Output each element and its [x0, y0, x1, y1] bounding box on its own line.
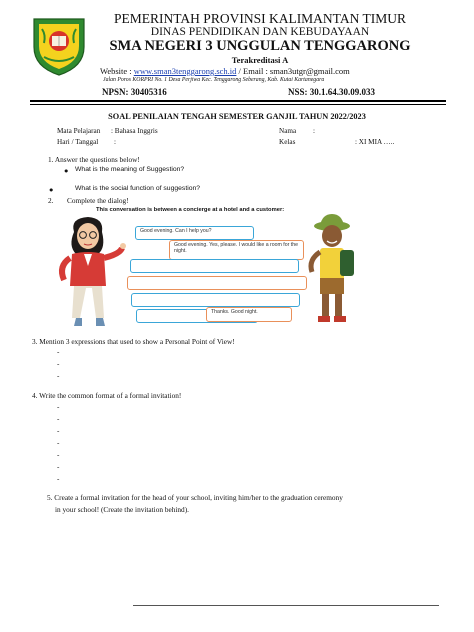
header-province: PEMERINTAH PROVINSI KALIMANTAN TIMUR: [114, 11, 406, 26]
website-label: Website :: [100, 66, 132, 76]
header-department: DINAS PENDIDIKAN DAN KEBUDAYAAN: [150, 26, 370, 38]
dialog-line-1: Good evening. Can I help you?: [140, 228, 212, 234]
header-npsn: NPSN: 30405316: [102, 87, 167, 97]
answer-line: -: [57, 475, 60, 483]
header-school-name: SMA NEGERI 3 UNGGULAN TENGGARONG: [109, 38, 411, 54]
answer-line: -: [57, 439, 60, 447]
question-1b: What is the social function of suggestion?: [75, 185, 201, 192]
answer-line: -: [57, 360, 60, 368]
school-logo: [30, 13, 88, 77]
subject-value: : Bahasa Inggris: [111, 127, 158, 135]
question-5-line-1: 5. Create a formal invitation for the head of your school, inviting him/her to the graduation ceremony: [47, 493, 343, 502]
dialog-bubble-5-blank[interactable]: [131, 293, 300, 307]
header-nss: NSS: 30.1.64.30.09.033: [288, 87, 376, 97]
header-rule-thin: [30, 104, 446, 105]
question-2-number: 2.: [48, 196, 54, 205]
dialog-bubble-3-blank[interactable]: [130, 259, 299, 273]
answer-line: -: [57, 348, 60, 356]
header-address: Jalan Poros KORPRI No. 1 Desa Perjiwa Kec. Tenggarong Seberang, Kab. Kutai Kartanegara: [103, 77, 325, 83]
question-1b-bullet: ●: [49, 185, 54, 194]
question-1a-bullet: ●: [64, 166, 69, 175]
subject-label: Mata Pelajaran: [57, 127, 101, 135]
dialog-bubble-1: [135, 226, 254, 240]
day-label: Hari / Tanggal: [57, 138, 99, 146]
class-label: Kelas: [279, 138, 296, 146]
customer-illustration: [304, 214, 362, 332]
email-text: / Email : sman3utgr@gmail.com: [238, 66, 350, 76]
day-value: :: [114, 138, 116, 146]
answer-line: -: [57, 415, 60, 423]
dialog-line-7: Thanks. Good night.: [211, 309, 258, 315]
question-1: 1. Answer the questions below!: [48, 155, 140, 164]
name-value: :: [313, 127, 315, 135]
question-2: Complete the dialog!: [67, 196, 129, 205]
dialog-bubble-4-blank[interactable]: [127, 276, 307, 290]
question-3: 3. Mention 3 expressions that used to show a Personal Point of View!: [32, 337, 235, 346]
question-4: 4. Write the common format of a formal invitation!: [32, 391, 182, 400]
class-value: : XI MIA …..: [355, 138, 395, 146]
header-rule-thick: [30, 100, 446, 102]
footer-rule: [133, 605, 439, 606]
header-accreditation: Terakreditasi A: [231, 55, 289, 65]
name-label: Nama: [279, 127, 297, 135]
question-1a: What is the meaning of Suggestion?: [75, 166, 185, 173]
concierge-illustration: [54, 214, 126, 332]
answer-line: -: [57, 427, 60, 435]
dialog-line-2: Good evening. Yes, please. I would like a room for the night.: [174, 242, 298, 254]
answer-line: -: [57, 372, 60, 380]
dialog-bubble-2: [169, 240, 304, 260]
header-contact: [100, 66, 350, 76]
answer-line: -: [57, 403, 60, 411]
answer-line: -: [57, 451, 60, 459]
dialog-bubble-7: [206, 307, 292, 322]
answer-line: -: [57, 463, 60, 471]
dialog-caption: This conversation is between a concierge at a hotel and a customer:: [96, 207, 285, 213]
website-link[interactable]: www.sman3tenggarong.sch.id: [133, 66, 237, 76]
question-5-line-2: in your school! (Create the invitation behind).: [55, 505, 189, 514]
exam-title: SOAL PENILAIAN TENGAH SEMESTER GANJIL TAHUN 2022/2023: [108, 112, 366, 121]
